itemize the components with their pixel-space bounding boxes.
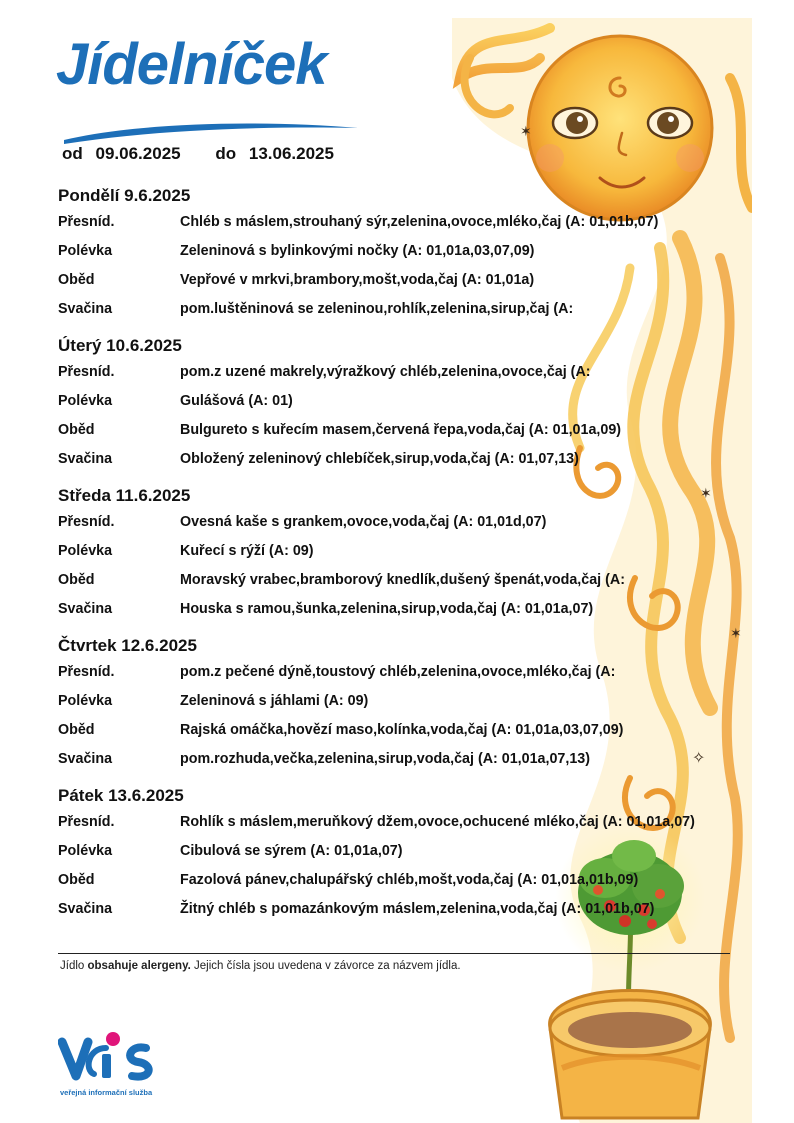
meal-row <box>58 658 758 687</box>
meal-row <box>58 537 758 566</box>
meal-type: Svačina <box>58 301 113 317</box>
date-range <box>62 144 334 164</box>
meal-dish: Rajská omáčka,hovězí maso,kolínka,voda,čaj (A: 01,01a,03,07,09) <box>180 722 624 738</box>
from-label: od <box>62 144 83 163</box>
meal-row <box>58 208 758 237</box>
meal-row <box>58 295 758 324</box>
svg-text:✶: ✶ <box>700 486 712 502</box>
meal-row <box>58 837 758 866</box>
meal-type: Svačina <box>58 451 113 467</box>
meal-dish: Vepřové v mrkvi,brambory,mošt,voda,čaj (A: 01,01a) <box>180 272 535 288</box>
meal-row <box>58 808 758 837</box>
meal-type: Oběd <box>58 572 95 588</box>
meal-row <box>58 358 758 387</box>
meal-type: Oběd <box>58 272 95 288</box>
meal-dish: Ovesná kaše s grankem,ovoce,voda,čaj (A: 01,01d,07) <box>180 514 547 530</box>
meal-row <box>58 508 758 537</box>
meal-dish: pom.z pečené dýně,toustový chléb,zelenina,ovoce,mléko,čaj (A: <box>180 664 616 680</box>
vis-logo <box>58 1030 168 1105</box>
meal-type: Polévka <box>58 543 113 559</box>
vis-logo-tagline: veřejná informační služba <box>60 1088 153 1097</box>
meal-row <box>58 687 758 716</box>
meal-row <box>58 566 758 595</box>
day-section <box>58 334 758 474</box>
meal-dish: Zeleninová s jáhlami (A: 09) <box>180 693 369 709</box>
meal-type: Svačina <box>58 901 113 917</box>
meal-row <box>58 266 758 295</box>
meal-row <box>58 745 758 774</box>
meal-row <box>58 416 758 445</box>
menu-list <box>58 184 758 934</box>
page-title: Jídelníček <box>56 32 327 97</box>
meal-row <box>58 445 758 474</box>
meal-dish: Cibulová se sýrem (A: 01,01a,07) <box>180 843 403 859</box>
day-section <box>58 484 758 624</box>
meal-dish: Obložený zeleninový chlebíček,sirup,voda,čaj (A: 01,07,13) <box>180 451 579 467</box>
meal-dish: Chléb s máslem,strouhaný sýr,zelenina,ovoce,mléko,čaj (A: 01,01b,07) <box>180 214 659 230</box>
meal-type: Přesníd. <box>58 214 115 230</box>
meal-dish: Zeleninová s bylinkovými nočky (A: 01,01a,03,07,09) <box>180 243 535 259</box>
day-section <box>58 184 758 324</box>
meal-type: Přesníd. <box>58 664 115 680</box>
meal-type: Polévka <box>58 243 113 259</box>
meal-dish: Rohlík s máslem,meruňkový džem,ovoce,ochucené mléko,čaj (A: 01,01a,07) <box>180 814 695 830</box>
day-section <box>58 784 758 924</box>
from-date: 09.06.2025 <box>95 144 181 163</box>
meal-dish: Bulgureto s kuřecím masem,červená řepa,voda,čaj (A: 01,01a,09) <box>180 422 622 438</box>
meal-dish: pom.luštěninová se zeleninou,rohlík,zelenina,sirup,čaj (A: <box>180 301 574 317</box>
svg-text:✧: ✧ <box>692 748 706 767</box>
to-date: 13.06.2025 <box>248 144 334 163</box>
day-title: Čtvrtek 12.6.2025 <box>58 636 197 655</box>
meal-type: Oběd <box>58 722 95 738</box>
meal-dish: Fazolová pánev,chalupářský chléb,mošt,voda,čaj (A: 01,01a,01b,09) <box>180 872 639 888</box>
meal-row <box>58 595 758 624</box>
day-title: Pondělí 9.6.2025 <box>58 186 191 205</box>
svg-text:✶: ✶ <box>520 124 532 140</box>
day-title: Pátek 13.6.2025 <box>58 786 184 805</box>
meal-dish: Kuřecí s rýží (A: 09) <box>180 543 314 559</box>
meal-type: Oběd <box>58 422 95 438</box>
meal-row <box>58 895 758 924</box>
meal-dish: pom.z uzené makrely,výražkový chléb,zelenina,ovoce,čaj (A: <box>180 364 591 380</box>
meal-type: Polévka <box>58 693 113 709</box>
day-section <box>58 634 758 774</box>
meal-type: Polévka <box>58 843 113 859</box>
footer-divider <box>58 953 730 954</box>
meal-type: Přesníd. <box>58 814 115 830</box>
meal-dish: Moravský vrabec,bramborový knedlík,dušený špenát,voda,čaj (A: <box>180 572 625 588</box>
meal-dish: Gulášová (A: 01) <box>180 393 293 409</box>
day-title: Středa 11.6.2025 <box>58 486 191 505</box>
meal-row <box>58 716 758 745</box>
meal-type: Oběd <box>58 872 95 888</box>
meal-type: Přesníd. <box>58 514 115 530</box>
meal-row <box>58 866 758 895</box>
meal-row <box>58 237 758 266</box>
meal-dish: Žitný chléb s pomazánkovým máslem,zelenina,voda,čaj (A: 01,01b,07) <box>180 901 655 917</box>
meal-type: Svačina <box>58 751 113 767</box>
allergen-note <box>60 960 461 972</box>
meal-dish: Houska s ramou,šunka,zelenina,sirup,voda,čaj (A: 01,01a,07) <box>180 601 594 617</box>
meal-dish: pom.rozhuda,večka,zelenina,sirup,voda,čaj (A: 01,01a,07,13) <box>180 751 591 767</box>
allergen-note-prefix: Jídlo <box>60 960 85 972</box>
to-label: do <box>215 144 237 163</box>
title-swoosh <box>62 118 362 144</box>
meal-type: Přesníd. <box>58 364 115 380</box>
allergen-note-bold: obsahuje alergeny. <box>87 960 191 972</box>
allergen-note-rest: Jejich čísla jsou uvedena v závorce za názvem jídla. <box>194 960 461 972</box>
day-title: Úterý 10.6.2025 <box>58 336 182 355</box>
meal-type: Svačina <box>58 601 113 617</box>
vis-logo-mark <box>58 1030 168 1088</box>
meal-row <box>58 387 758 416</box>
meal-type: Polévka <box>58 393 113 409</box>
svg-text:✶: ✶ <box>730 626 742 642</box>
